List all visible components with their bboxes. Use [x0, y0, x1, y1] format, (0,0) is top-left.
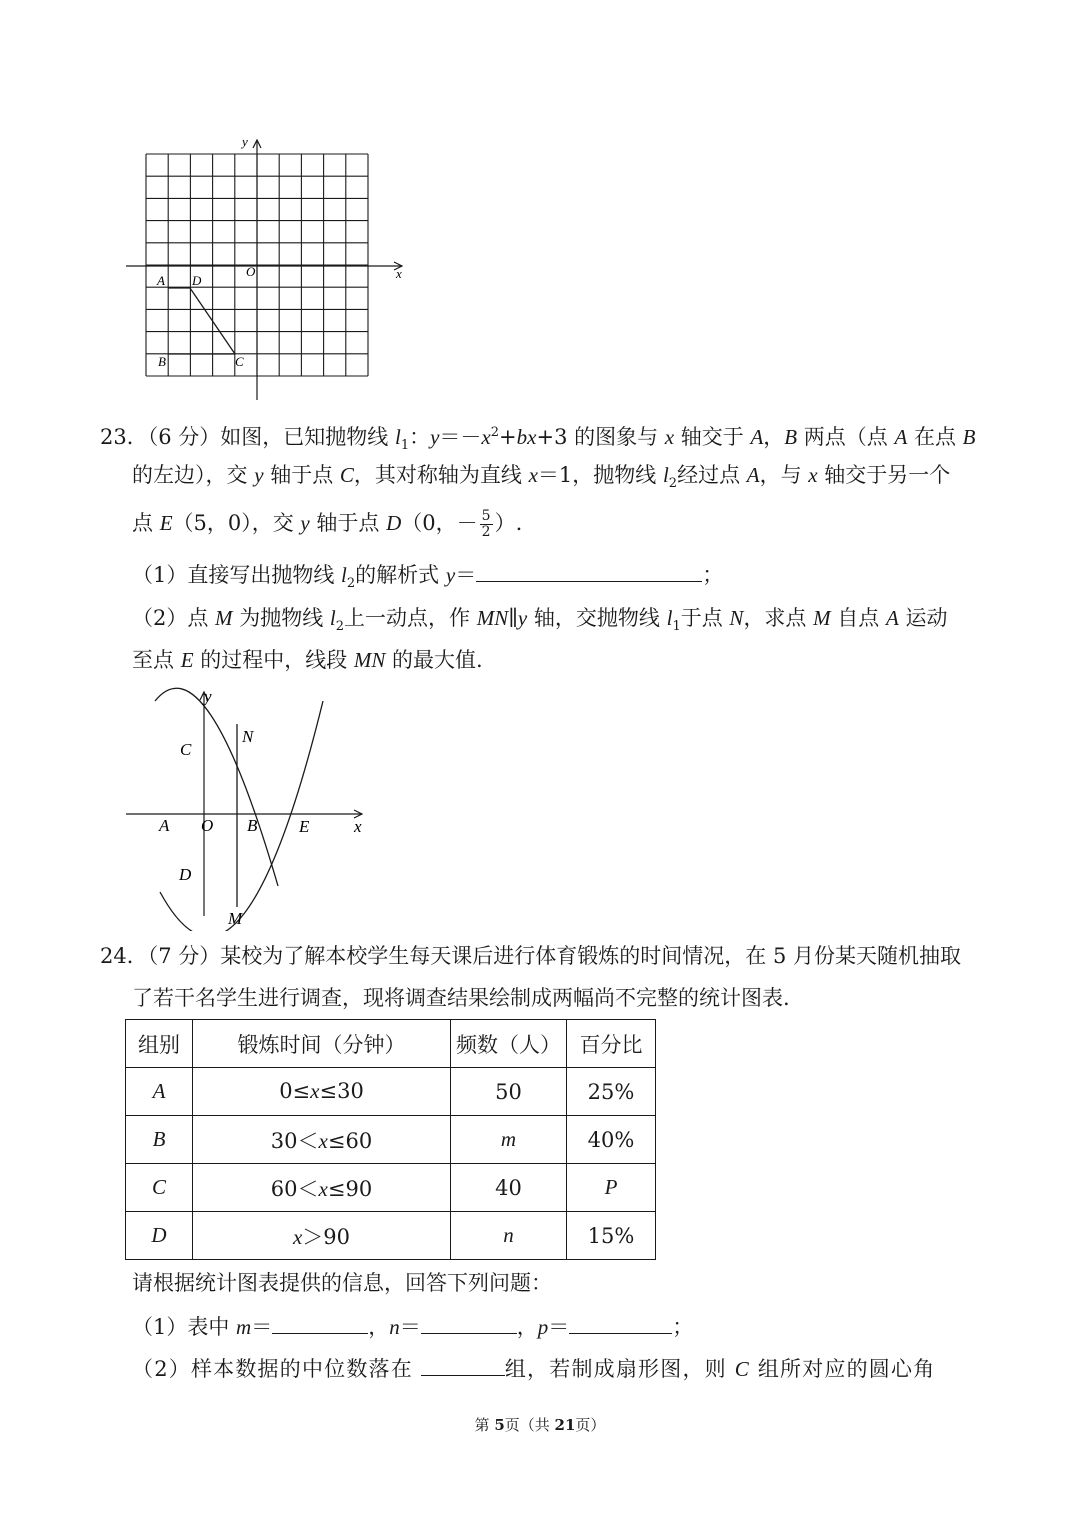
q23-var: x: [808, 463, 818, 487]
freq-var: n: [503, 1223, 514, 1247]
grid-label-y: y: [242, 134, 248, 149]
q23-var: y: [445, 563, 456, 587]
fig-label-m: M: [228, 909, 243, 928]
q23-text: ＝1，抛物线: [537, 463, 663, 487]
q24-var: C: [734, 1357, 750, 1381]
table-cell: 40%: [567, 1116, 656, 1164]
table-cell: [126, 1212, 193, 1260]
answer-blank-n[interactable]: [421, 1313, 517, 1334]
q23-text: 轴交于另一个: [817, 463, 951, 487]
table-header-cell: 组别: [126, 1020, 193, 1068]
q23-var: y: [254, 463, 264, 487]
q23-sup: 2: [490, 425, 500, 440]
q23-part-2: [132, 603, 948, 642]
fig-label-c: C: [180, 740, 192, 759]
q24-text: ；: [672, 1315, 694, 1339]
range-text: ＞90: [302, 1224, 351, 1249]
q24-text: （1）表中: [132, 1315, 237, 1339]
q23-var: E: [159, 511, 173, 535]
grid-label-x: x: [396, 266, 402, 281]
range-var: x: [310, 1079, 320, 1103]
q24-number: 24．: [100, 944, 148, 968]
range-var: x: [292, 1224, 303, 1249]
table-cell: 50: [451, 1068, 567, 1116]
table-row: [126, 1164, 656, 1212]
percent-var: P: [604, 1175, 618, 1199]
q23-text: 为抛物线: [232, 606, 330, 630]
q23-text: 运动: [898, 606, 948, 630]
q23-var: l: [341, 563, 347, 587]
x-axis: [126, 262, 402, 270]
q23-sub: 1: [672, 619, 681, 635]
q24-line-2: [132, 983, 790, 1013]
table-cell: [193, 1068, 451, 1116]
q23-text: ；: [702, 563, 724, 587]
q23-text: 的过程中，线段: [193, 648, 354, 672]
q24-text: 某校为了解本校学生每天课后进行体育锻炼的时间情况，在 5 月份某天随机抽取: [220, 944, 961, 968]
range-text: 0≤: [279, 1079, 311, 1103]
stats-table: [125, 1019, 656, 1260]
table-cell: [126, 1068, 193, 1116]
footer-text: 页（共: [504, 1416, 555, 1434]
q23-text: 轴交于: [674, 425, 751, 449]
parabola-figure: [120, 686, 380, 931]
table-cell: [451, 1212, 567, 1260]
grid-label-b: B: [158, 354, 166, 369]
q24-prompt: [132, 1268, 552, 1298]
table-row: [126, 1068, 656, 1116]
q23-var: N: [729, 606, 744, 630]
q23-line-1: [100, 418, 976, 461]
q23-text: 于点: [680, 606, 730, 630]
answer-blank-median[interactable]: [421, 1355, 505, 1376]
q23-var: x: [664, 425, 675, 449]
q23-text: 上一动点，作: [344, 606, 477, 630]
q23-part-1: [132, 560, 723, 599]
q23-sub: 2: [346, 576, 356, 592]
q23-var: A: [750, 425, 764, 449]
q23-text: +3 的图象与: [536, 425, 665, 449]
q24-part-1: [132, 1312, 693, 1342]
range-var: x: [318, 1128, 328, 1153]
q24-var: p: [537, 1315, 549, 1339]
axes: [126, 692, 362, 916]
table-cell: [193, 1116, 451, 1164]
table-row: [126, 1212, 656, 1260]
page-footer: [0, 1414, 1080, 1435]
range-text: ≤60: [327, 1128, 373, 1153]
group-label: D: [151, 1223, 167, 1247]
grid-label-a: A: [157, 273, 165, 288]
table-row: [126, 1116, 656, 1164]
fig-label-o: O: [201, 816, 214, 835]
group-label: B: [152, 1127, 166, 1151]
q23-text: 经过点: [677, 463, 747, 487]
table-cell: [193, 1164, 451, 1212]
q23-text: ，其对称轴为直线: [353, 463, 529, 487]
q24-text: ，: [368, 1315, 390, 1339]
range-text: 30＜: [270, 1128, 319, 1153]
q23-var: MN: [476, 606, 509, 630]
q23-var: C: [339, 463, 354, 487]
table-cell: [126, 1116, 193, 1164]
q23-text: ）.: [494, 511, 523, 535]
q23-sub: 2: [668, 476, 678, 492]
q24-score: （7 分）: [147, 944, 221, 968]
q23-var: B: [962, 425, 976, 449]
q23-text: 轴，交抛物线: [527, 606, 667, 630]
fig-label-y: y: [204, 687, 212, 706]
q24-text: ＝: [399, 1315, 421, 1339]
q23-text: 点: [132, 511, 160, 535]
shape-lines: [168, 288, 235, 354]
q23-number: 23．: [100, 425, 148, 449]
range-text: ≤30: [319, 1079, 364, 1103]
fraction: [480, 509, 493, 540]
q23-text: 如图，已知抛物线: [220, 425, 395, 449]
q24-text: （2）样本数据的中位数落在: [132, 1357, 421, 1381]
table-cell: 15%: [567, 1212, 656, 1260]
grid-label-d: D: [192, 273, 202, 288]
answer-blank-m[interactable]: [272, 1313, 368, 1334]
q23-var: l: [394, 425, 401, 449]
q23-text: （1）直接写出抛物线: [132, 563, 342, 587]
footer-total-pages: 21: [554, 1416, 576, 1434]
q23-text: （5，0），交: [172, 511, 301, 535]
q23-sub: 2: [335, 619, 345, 635]
table-header-cell: 锻炼时间（分钟）: [193, 1020, 451, 1068]
q24-var: n: [389, 1315, 400, 1339]
table-cell: [451, 1116, 567, 1164]
q24-text: 请根据统计图表提供的信息，回答下列问题：: [132, 1271, 552, 1295]
table-header-row: [126, 1020, 656, 1068]
q24-text: ＝: [251, 1315, 273, 1339]
q23-text: （0，－: [401, 511, 478, 535]
q23-text: 轴于点: [309, 511, 387, 535]
q24-var: m: [236, 1315, 252, 1339]
fig-label-n: N: [242, 727, 254, 746]
table-cell: 40: [451, 1164, 567, 1212]
q23-text: 两点（点: [797, 425, 895, 449]
answer-blank-p[interactable]: [569, 1313, 672, 1334]
range-text: 60＜: [270, 1176, 319, 1201]
q23-text: 至点: [132, 648, 181, 672]
q23-score: （6 分）: [147, 425, 221, 449]
fig-label-e: E: [299, 817, 310, 836]
q23-var: l: [662, 463, 669, 487]
q23-line-2: [132, 460, 950, 499]
q23-var: E: [180, 648, 194, 672]
fig-label-x: x: [354, 817, 362, 836]
q23-var: x: [528, 463, 538, 487]
q23-sub: 1: [400, 438, 410, 454]
fraction-denominator: 2: [481, 524, 491, 540]
q23-text: +: [499, 425, 517, 449]
q23-text: ，与: [759, 463, 809, 487]
q23-text: ∥: [508, 606, 518, 630]
parabola-l1: [155, 688, 278, 886]
range-text: ≤90: [327, 1176, 373, 1201]
fig-label-b: B: [247, 816, 258, 835]
q24-part-2: [132, 1354, 935, 1384]
fig-label-d: D: [179, 865, 192, 884]
table-cell: [193, 1212, 451, 1260]
freq-var: m: [500, 1127, 517, 1151]
q23-var: M: [215, 606, 233, 630]
fig-label-a: A: [159, 816, 170, 835]
q23-text: 在点: [907, 425, 963, 449]
q23-text: ＝: [455, 563, 477, 587]
q23-var: y: [517, 606, 528, 630]
q23-var: M: [813, 606, 831, 630]
group-label: C: [151, 1175, 166, 1199]
table-cell: [567, 1164, 656, 1212]
q24-text: 组，若制成扇形图，则: [504, 1357, 735, 1381]
q23-text: ，: [763, 425, 785, 449]
grid-figure: [120, 130, 410, 405]
footer-page-number: 5: [494, 1416, 505, 1434]
q23-text: 轴于点: [263, 463, 340, 487]
table-cell: [126, 1164, 193, 1212]
q23-var: D: [386, 511, 402, 535]
grid-label-c: C: [235, 354, 244, 369]
q23-var: A: [894, 425, 908, 449]
group-label: A: [152, 1079, 166, 1103]
q23-var: A: [746, 463, 760, 487]
q23-var: A: [885, 606, 899, 630]
q23-line-3: [132, 508, 522, 540]
footer-text: 第: [474, 1416, 495, 1434]
q23-var: B: [784, 425, 798, 449]
table-header-cell: 百分比: [567, 1020, 656, 1068]
q23-text: 的最大值.: [385, 648, 483, 672]
q24-text: ，: [516, 1315, 538, 1339]
fraction-numerator: 5: [481, 508, 491, 524]
q23-text: （2）点: [132, 606, 216, 630]
q23-text: ＝－: [439, 425, 482, 449]
q24-text: ＝: [548, 1315, 570, 1339]
footer-text: 页）: [575, 1416, 606, 1434]
q24-text: 组所对应的圆心角: [749, 1357, 936, 1381]
q23-var: y: [300, 511, 310, 535]
q23-var: MN: [353, 648, 386, 672]
q23-text: 的解析式: [355, 563, 446, 587]
table-header-cell: 频数（人）: [451, 1020, 567, 1068]
table-cell: 25%: [567, 1068, 656, 1116]
q23-var: l: [329, 606, 336, 630]
q23-var: bx: [516, 425, 537, 449]
q23-var: y: [430, 425, 440, 449]
q24-line-1: [100, 941, 961, 971]
q23-var: x: [481, 425, 491, 449]
answer-blank[interactable]: [476, 561, 702, 582]
q23-text: 的左边），交: [132, 463, 255, 487]
q23-part-2-cont: [132, 645, 483, 675]
grid-label-o: O: [246, 264, 256, 279]
range-var: x: [318, 1176, 328, 1201]
q23-text: 自点: [830, 606, 886, 630]
q23-var: l: [666, 606, 673, 630]
q23-text: ：: [409, 425, 431, 449]
q24-text: 了若干名学生进行调查，现将调查结果绘制成两幅尚不完整的统计图表.: [132, 986, 790, 1010]
q23-text: ，求点: [743, 606, 814, 630]
